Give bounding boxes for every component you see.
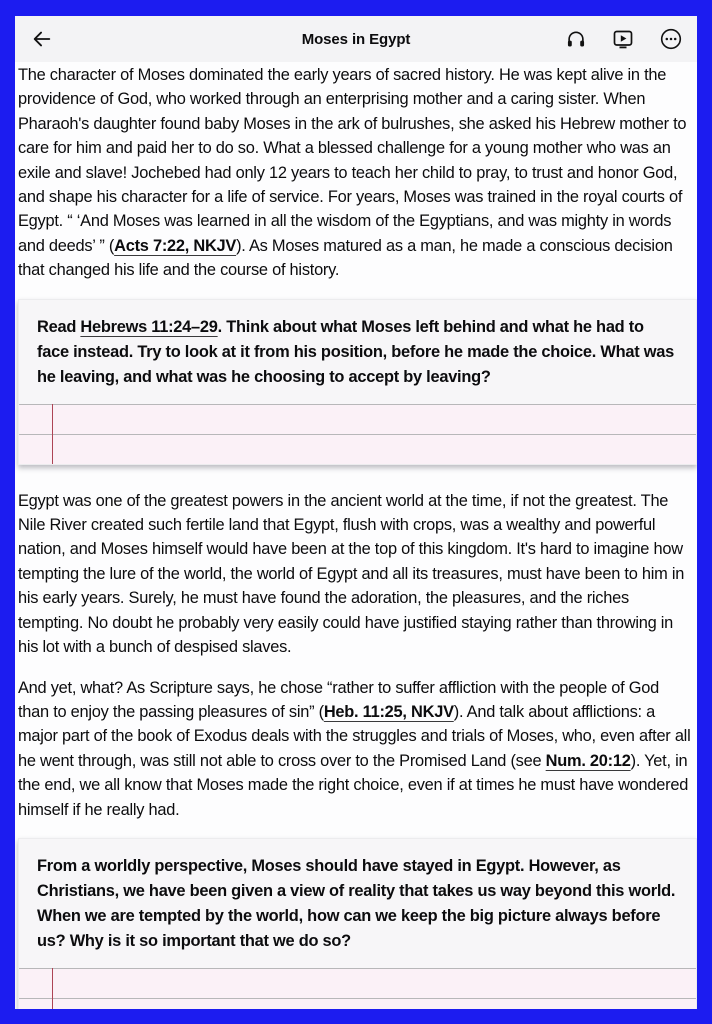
navbar-actions (561, 23, 687, 55)
bible-ref-link[interactable]: Acts 7:22, NKJV (114, 236, 237, 255)
video-button[interactable] (607, 23, 639, 55)
lesson-paragraph (15, 489, 697, 660)
bible-ref-link[interactable]: Num. 20:12 (545, 751, 631, 770)
text-run: ). As Moses matured as a man, he made a conscious decision that changed his life and the course of history. (18, 236, 673, 280)
audio-button[interactable] (561, 24, 591, 54)
question-card (18, 838, 697, 1009)
text-run: And yet, what? As Scripture says, he chose “rather to suffer affliction with the people of God than to enjoy the passing pleasures of sin” ( (18, 678, 659, 721)
more-options-icon (659, 27, 683, 51)
page-title: Moses in Egypt (301, 30, 411, 48)
answer-input-area[interactable] (19, 968, 696, 1009)
back-button[interactable] (27, 24, 57, 54)
lesson-paragraph (15, 63, 697, 283)
text-run: . Think about what Moses left behind and what he had to face instead. Try to look at it from his position, before he made the choice. What was he leaving, and what was he choosing to accept by leaving? (37, 317, 674, 386)
text-run: ). Yet, in the end, we all know that Moses made the right choice, even if at times he must have wondered himself if he really had. (18, 751, 689, 819)
headphones-icon (565, 28, 587, 50)
text-run: From a worldly perspective, Moses should have stayed in Egypt. However, as Christians, we have been given a view of reality that takes us way beyond this world. When we are tempted by the world, how can we keep the big picture always before us? Why is it so important that we do so? (37, 856, 676, 950)
bible-ref-link[interactable]: Heb. 11:25, NKJV (323, 702, 454, 721)
lesson-paragraph (15, 676, 697, 822)
app-screen (15, 16, 697, 1009)
navigation-bar (15, 16, 697, 62)
question-text (19, 839, 696, 968)
bible-ref-link[interactable]: Hebrews 11:24–29 (80, 317, 218, 336)
answer-line (19, 968, 696, 998)
answer-input-area[interactable] (19, 404, 696, 464)
more-options-button[interactable] (655, 23, 687, 55)
question-text (19, 300, 696, 404)
text-run: Read (37, 317, 81, 336)
notebook-margin-line (52, 404, 53, 464)
answer-line (19, 998, 696, 1009)
arrow-left-icon (31, 28, 53, 50)
text-run: ). And talk about afflictions: a major part of the book of Exodus deals with the struggles and trials of Moses, who, even after all he went through, was still not able to cross over to the Promised Land (see (18, 702, 691, 770)
notebook-margin-line (52, 968, 53, 1009)
answer-line (19, 404, 696, 434)
content (15, 62, 697, 1009)
question-card (18, 299, 697, 465)
answer-line (19, 434, 696, 464)
text-run: Egypt was one of the greatest powers in the ancient world at the time, if not the greatest. The Nile River created such fertile land that Egypt, flush with crops, was a wealthy and powerful nation, and Moses himself would have been at the top of this kingdom. It's hard to imagine how tempting the lure of the world, the world of Egypt and all its treasures, must have been to him in his early years. Surely, he must have found the adoration, the pleasures, and the riches tempting. No doubt he probably very easily could have justified staying rather than throwing in his lot with a bunch of despised slaves. (18, 491, 685, 657)
text-run: The character of Moses dominated the early years of sacred history. He was kept alive in the providence of God, who worked through an enterprising mother and a caring sister. When Pharaoh's daughter found baby Moses in the ark of bulrushes, she asked his Hebrew mother to care for him and paid her to do so. What a blessed challenge for a young mother who was an exile and slave! Jochebed had only 12 years to teach her child to pray, to trust and honor God, and shape his character for a life of service. For years, Moses was trained in the royal courts of Egypt. “ ‘And Moses was learned in all the wisdom of the Egyptians, and was mighty in words and deeds’ ” ( (18, 66, 687, 255)
video-player-icon (611, 27, 635, 51)
